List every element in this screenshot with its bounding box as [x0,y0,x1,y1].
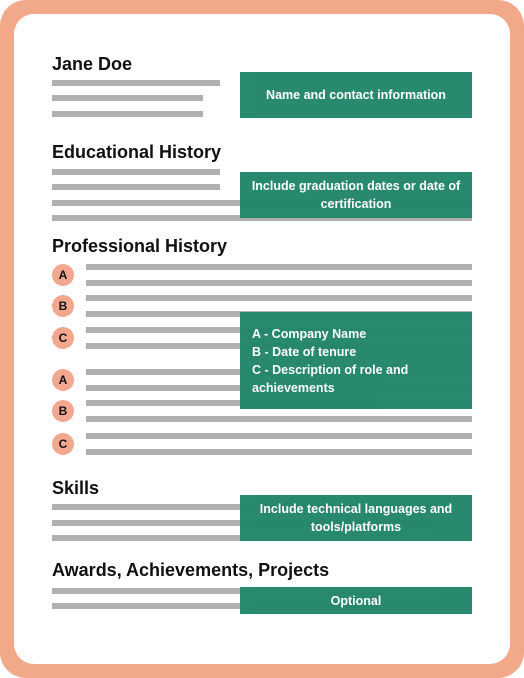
professional-line [86,416,472,422]
badge-a: A [52,369,74,391]
education-heading: Educational History [52,142,222,162]
skills-callout-text: Include technical languages and tools/platforms [259,502,453,534]
contact-callout [240,72,472,118]
professional-line [86,449,472,455]
education-line [52,184,220,190]
contact-line [52,80,220,86]
contact-callout-text: Name and contact information [266,88,446,102]
skills-callout [240,495,472,541]
contact-line [52,111,203,117]
education-callout-text: Include graduation dates or date of certification [251,179,461,211]
badge-b: B [52,400,74,422]
awards-heading: Awards, Achievements, Projects [52,560,330,580]
professional-line [86,264,472,270]
legend-item-c: C - Description of role and achievements [252,362,409,395]
awards-callout [240,587,472,614]
skills-heading: Skills [52,478,100,498]
professional-heading: Professional History [52,236,228,256]
professional-line [86,433,472,439]
education-callout [240,172,472,218]
legend-item-a: A - Company Name [252,326,367,341]
professional-line [86,295,472,301]
legend-item-b: B - Date of tenure [252,344,357,359]
professional-legend-callout [240,312,472,409]
name-heading: Jane Doe [52,54,133,74]
education-line [52,169,220,175]
professional-line [86,280,472,286]
badge-c: C [52,327,74,349]
badge-a: A [52,264,74,286]
contact-line [52,95,203,101]
badge-c: C [52,433,74,455]
badge-b: B [52,295,74,317]
awards-callout-text: Optional [330,593,382,608]
